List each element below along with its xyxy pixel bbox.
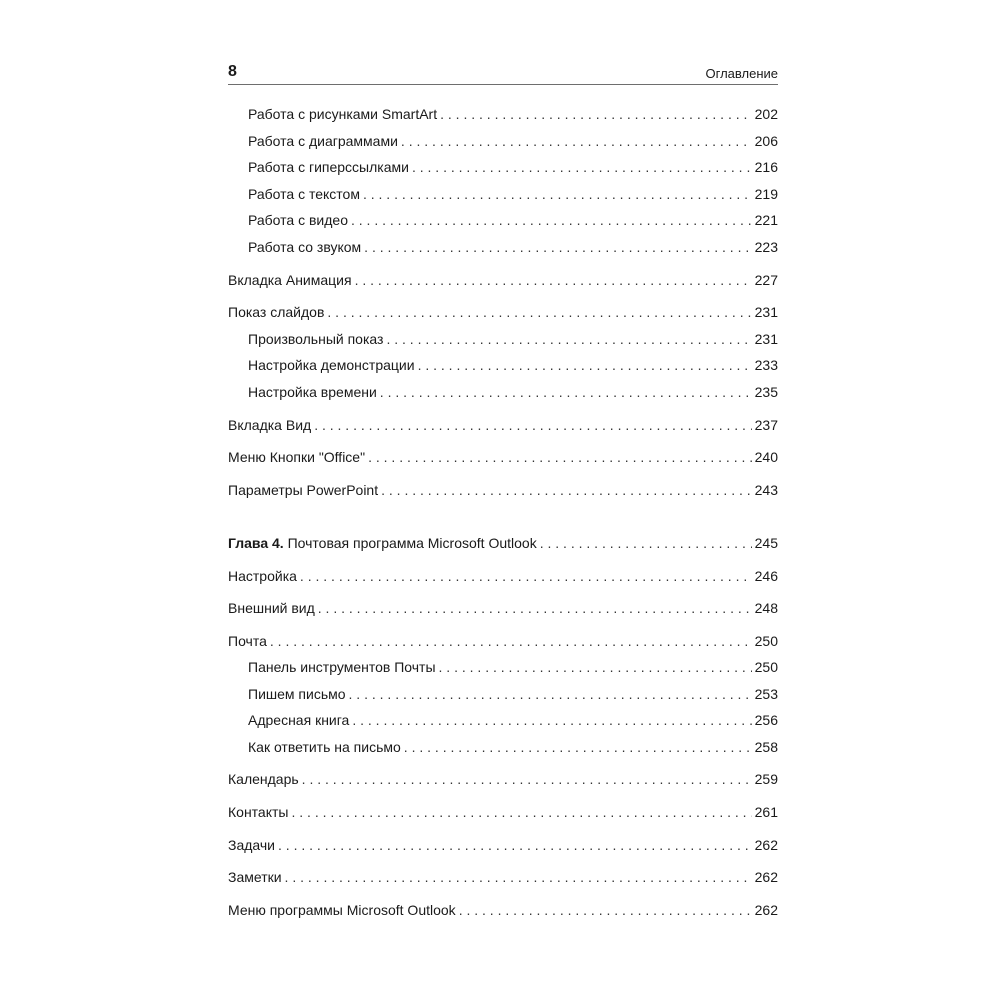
- dot-leader: [352, 710, 751, 730]
- toc-entry[interactable]: [248, 157, 778, 177]
- toc-entry[interactable]: [248, 237, 778, 257]
- toc-chapter-entry[interactable]: [228, 533, 778, 553]
- dot-leader: [270, 631, 752, 651]
- dot-leader: [386, 329, 751, 349]
- toc-entry-title: Произвольный показ: [248, 331, 384, 347]
- toc-entry-title: Панель инструментов Почты: [248, 659, 436, 675]
- toc-entry-title: Заметки: [228, 869, 282, 885]
- toc-entry-page: 261: [754, 804, 778, 820]
- toc-entry-title: Показ слайдов: [228, 304, 325, 320]
- toc-entry-title: Работа с рисунками SmartArt: [248, 106, 438, 122]
- toc-entry[interactable]: [228, 598, 778, 618]
- toc-entry-page: 240: [754, 449, 778, 465]
- toc-entry[interactable]: [228, 415, 778, 435]
- toc-entry[interactable]: [228, 631, 778, 651]
- toc-entry[interactable]: [248, 684, 778, 704]
- dot-leader: [439, 657, 752, 677]
- toc-entry-title: [228, 533, 537, 553]
- dot-leader: [300, 566, 752, 586]
- toc-entry[interactable]: [248, 131, 778, 151]
- toc-entry-page: 237: [754, 417, 778, 433]
- toc-entry-page: 259: [754, 771, 778, 787]
- dot-leader: [401, 131, 752, 151]
- dot-leader: [381, 480, 752, 500]
- toc-entry[interactable]: [248, 184, 778, 204]
- chapter-title: Почтовая программа Microsoft Outlook: [287, 535, 537, 551]
- dot-leader: [349, 684, 752, 704]
- toc-entry[interactable]: [228, 835, 778, 855]
- dot-leader: [459, 900, 752, 920]
- dot-leader: [368, 447, 752, 467]
- toc-entry-page: 258: [754, 739, 778, 755]
- toc-entry-title: Вкладка Вид: [228, 417, 312, 433]
- toc-entry[interactable]: [228, 802, 778, 822]
- toc-entry-title: Внешний вид: [228, 600, 315, 616]
- toc-entry-page: 262: [754, 837, 778, 853]
- dot-leader: [540, 533, 752, 553]
- toc-entry-page: 250: [754, 633, 778, 649]
- toc-entry-page: 253: [754, 686, 778, 702]
- toc-entry[interactable]: [228, 867, 778, 887]
- toc-entry[interactable]: [248, 210, 778, 230]
- toc-entry-page: 246: [754, 568, 778, 584]
- table-of-contents: [228, 0, 778, 1000]
- toc-entry-title: Пишем письмо: [248, 686, 346, 702]
- toc-entry-page: 233: [754, 357, 778, 373]
- toc-entry-page: 216: [754, 159, 778, 175]
- toc-entry[interactable]: [228, 566, 778, 586]
- toc-entry[interactable]: [228, 900, 778, 920]
- toc-entry-title: Параметры PowerPoint: [228, 482, 379, 498]
- dot-leader: [318, 598, 752, 618]
- toc-entry-page: 235: [754, 384, 778, 400]
- toc-entry-page: 262: [754, 902, 778, 918]
- toc-entry[interactable]: [248, 710, 778, 730]
- toc-entry-page: 231: [754, 331, 778, 347]
- toc-entry[interactable]: [228, 480, 778, 500]
- toc-entry-title: Меню программы Microsoft Outlook: [228, 902, 456, 918]
- dot-leader: [314, 415, 751, 435]
- dot-leader: [380, 382, 752, 402]
- toc-entry[interactable]: [228, 447, 778, 467]
- toc-entry-title: Почта: [228, 633, 267, 649]
- toc-entry[interactable]: [248, 355, 778, 375]
- toc-entry-page: 227: [754, 272, 778, 288]
- toc-entry[interactable]: [228, 769, 778, 789]
- dot-leader: [363, 184, 752, 204]
- running-title: Оглавление: [705, 66, 778, 81]
- toc-entry[interactable]: [228, 270, 778, 290]
- toc-entry-title: Настройка демонстрации: [248, 357, 415, 373]
- dot-leader: [412, 157, 752, 177]
- toc-entry-title: Работа с текстом: [248, 186, 360, 202]
- toc-entry-page: 256: [754, 712, 778, 728]
- toc-entry[interactable]: [248, 657, 778, 677]
- toc-entry-title: Работа со звуком: [248, 239, 362, 255]
- toc-entry[interactable]: [228, 302, 778, 322]
- toc-entry-title: Настройка: [228, 568, 297, 584]
- dot-leader: [440, 104, 752, 124]
- toc-entry-title: Вкладка Анимация: [228, 272, 352, 288]
- toc-entry-page: 206: [754, 133, 778, 149]
- toc-entry-title: Адресная книга: [248, 712, 350, 728]
- toc-entry-page: 231: [754, 304, 778, 320]
- toc-entry-title: Работа с видео: [248, 212, 348, 228]
- toc-entry-title: Календарь: [228, 771, 299, 787]
- dot-leader: [355, 270, 752, 290]
- dot-leader: [291, 802, 751, 822]
- toc-entry-page: 243: [754, 482, 778, 498]
- dot-leader: [302, 769, 752, 789]
- toc-entry-page: 219: [754, 186, 778, 202]
- toc-entry-title: Работа с гиперссылками: [248, 159, 409, 175]
- toc-entry-page: 221: [754, 212, 778, 228]
- toc-entry-page: 250: [754, 659, 778, 675]
- toc-entry[interactable]: [248, 329, 778, 349]
- toc-entry-page: 202: [754, 106, 778, 122]
- toc-entry-page: 223: [754, 239, 778, 255]
- toc-entry-title: Работа с диаграммами: [248, 133, 398, 149]
- toc-entry-title: Контакты: [228, 804, 289, 820]
- dot-leader: [278, 835, 752, 855]
- dot-leader: [285, 867, 752, 887]
- dot-leader: [418, 355, 752, 375]
- toc-entry-title: Меню Кнопки "Office": [228, 449, 366, 465]
- toc-entry[interactable]: [248, 737, 778, 757]
- chapter-label: Глава 4.: [228, 535, 284, 551]
- dot-leader: [364, 237, 751, 257]
- toc-entry-title: Как ответить на письмо: [248, 739, 401, 755]
- page-number: 8: [228, 63, 237, 80]
- toc-entry-page: 248: [754, 600, 778, 616]
- toc-entry-page: 262: [754, 869, 778, 885]
- toc-entry-page: 245: [754, 535, 778, 551]
- toc-entry-title: Настройка времени: [248, 384, 377, 400]
- dot-leader: [351, 210, 752, 230]
- dot-leader: [404, 737, 752, 757]
- toc-entry-title: Задачи: [228, 837, 276, 853]
- toc-entry[interactable]: [248, 382, 778, 402]
- dot-leader: [327, 302, 751, 322]
- toc-entry[interactable]: [248, 104, 778, 124]
